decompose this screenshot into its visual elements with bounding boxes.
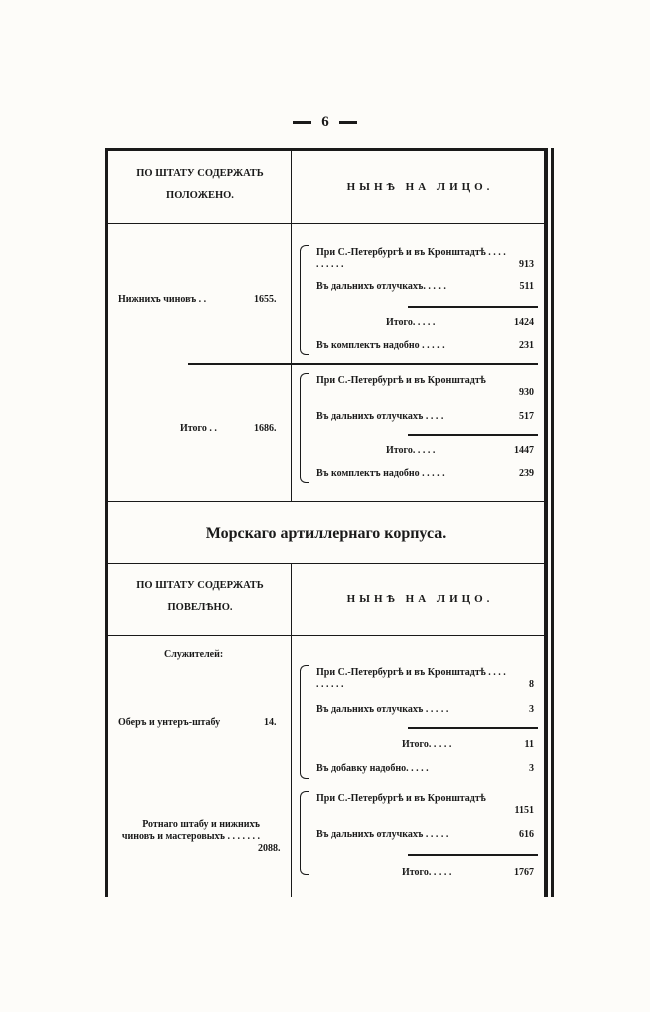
table2-g2-left-label: Ротнаго штабу и нижнихъ чиновъ и мастеровыхъ . . . . . . . [121, 819, 260, 842]
row-label: Въ дальнихъ отлучкахъ. . . . . [316, 281, 446, 292]
column-divider [291, 151, 292, 501]
table1-g2-left-value: 1686. [254, 423, 277, 434]
row-value: 517 [519, 411, 534, 422]
table2-g1-left-value: 14. [264, 717, 277, 728]
table1-g1-left-label: Нижнихъ чиновъ . . [118, 294, 207, 305]
group-rule [188, 363, 538, 365]
table1-g2-row4 [316, 468, 538, 480]
row-value: 231 [519, 340, 534, 351]
table2-header-right: НЫНѢ НА ЛИЦО. [346, 593, 494, 605]
sum-rule [408, 727, 538, 729]
row-value: 1447 [514, 445, 534, 456]
table-frame [105, 148, 548, 897]
row-label: Итого. . . . . [386, 317, 436, 328]
row-label: При С.-Петербургѣ и въ Кронштадтѣ . . . . . . . . . . [316, 667, 506, 690]
table1-g1-row2 [316, 281, 538, 293]
table1-g1-row1 [316, 247, 538, 271]
table2-g1-row1 [316, 667, 538, 691]
row-value: 8 [529, 679, 534, 690]
row-label: Итого. . . . . [386, 445, 436, 456]
table2-g2-row1 [316, 793, 538, 816]
table1-g2-total [316, 445, 538, 457]
table2-g1-total [316, 739, 538, 751]
row-label: Итого. . . . . [402, 739, 452, 750]
row-value: 930 [519, 387, 534, 398]
row-value: 616 [519, 829, 534, 840]
table1-g1-row4 [316, 340, 538, 352]
table1-g1-total [316, 317, 538, 329]
row-value: 913 [519, 259, 534, 270]
row-label: Въ комплектъ надобно . . . . . [316, 340, 445, 351]
brace [300, 665, 309, 779]
row-label: Въ добавку надобно. . . . . [316, 763, 429, 774]
row-value: 239 [519, 468, 534, 479]
divider [108, 635, 544, 636]
table2-g2-left-value: 2088. [258, 843, 281, 854]
row-label: При С.-Петербургѣ и въ Кронштадтѣ [316, 375, 486, 386]
sum-rule [408, 434, 538, 436]
sum-rule [408, 306, 538, 308]
table2-g1-left-label: Оберъ и унтеръ-штабу [118, 717, 221, 728]
divider [108, 563, 544, 564]
table1-g1-left-value: 1655. [254, 294, 277, 305]
brace [300, 373, 309, 483]
divider [108, 501, 544, 502]
brace [300, 245, 309, 355]
page-number: 6 [0, 114, 650, 131]
row-value: 11 [524, 739, 534, 750]
row-label: Итого. . . . . [402, 867, 452, 878]
table2-g2-row2 [316, 829, 538, 841]
table2-g1-row2 [316, 704, 538, 716]
table2-left-heading: Служителей: [164, 649, 224, 660]
row-value: 1767 [514, 867, 534, 878]
row-value: 3 [529, 763, 534, 774]
row-value: 3 [529, 704, 534, 715]
row-label: Въ дальнихъ отлучкахъ . . . . . [316, 829, 449, 840]
table1-header-left: ПО ШТАТУ СОДЕРЖАТЬ ПОЛОЖЕНО. [136, 168, 264, 201]
table1-header-right: НЫНѢ НА ЛИЦО. [346, 181, 494, 193]
row-value: 511 [519, 281, 534, 292]
row-label: Въ дальнихъ отлучкахъ . . . . . [316, 704, 449, 715]
table2-g1-row4 [316, 763, 538, 775]
row-label: При С.-Петербургѣ и въ Кронштадтѣ [316, 793, 486, 804]
row-value: 1424 [514, 317, 534, 328]
row-label: Въ дальнихъ отлучкахъ . . . . [316, 411, 444, 422]
divider [108, 223, 544, 224]
section-title: Морскаго артиллернаго корпуса. [205, 525, 447, 542]
table2-header-left: ПО ШТАТУ СОДЕРЖАТЬ ПОВЕЛѢНО. [136, 580, 264, 613]
column-divider [291, 563, 292, 897]
sum-rule [408, 854, 538, 856]
table1-g2-row2 [316, 411, 538, 423]
row-value: 1151 [514, 805, 534, 816]
table1-g2-row1 [316, 375, 538, 398]
table2-g2-total [316, 867, 538, 879]
row-label: Въ комплектъ надобно . . . . . [316, 468, 445, 479]
table1-g2-left-label: Итого . . [180, 423, 217, 434]
row-label: При С.-Петербургѣ и въ Кронштадтѣ . . . . . . . . . . [316, 247, 506, 270]
brace [300, 791, 309, 875]
